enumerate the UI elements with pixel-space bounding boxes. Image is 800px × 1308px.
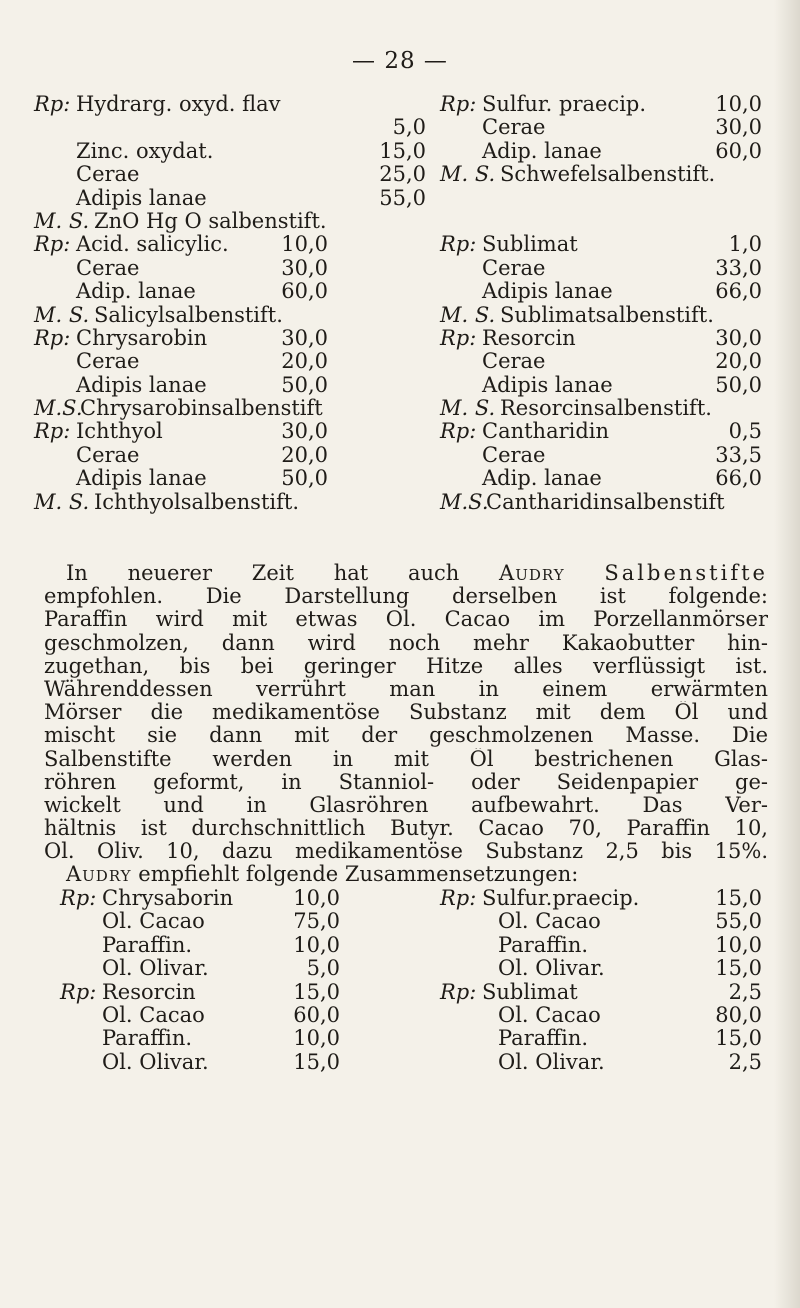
recipe-signature [440,304,770,327]
recipe-line [34,444,434,467]
rp-label: Rp: [34,92,71,116]
ms-text: ZnO Hg O salbenstift. [94,208,327,233]
ingredient-amount: 30,0 [715,115,762,140]
ingredient-name: Cerae [76,255,140,280]
recipe-line [440,981,770,1004]
spacer [440,210,770,233]
ingredient-amount: 66,0 [715,466,762,491]
ingredient-amount: 5,0 [306,956,340,981]
ingredient-amount: 50,0 [281,372,328,397]
ingredient-name: Hydrarg. oxyd. flav [76,92,281,116]
ms-text: Salicylsalbenstift. [94,302,283,327]
ingredient-name: Ol. Cacao [498,1002,601,1027]
ingredient-amount: 2,5 [728,979,762,1004]
ingredient-name: Ol. Olivar. [102,956,209,981]
right-column-recipes [440,93,770,514]
paragraph-line [44,863,768,886]
recipe-line [440,934,770,957]
ingredient-name: Paraffin. [498,932,589,957]
ingredient-name: Adipis lanae [76,466,207,491]
ingredient-amount: 30,0 [715,325,762,350]
recipe-line [440,327,770,350]
recipe-line [60,1004,420,1027]
ingredient-name: Cerae [482,349,546,374]
ingredient-name: Adip. lanae [482,138,602,163]
ingredient-name: Ol. Cacao [102,909,205,934]
ms-label: M. S. [34,302,90,327]
ingredient-name: Paraffin. [498,1026,589,1051]
ingredient-name: Sublimat [482,232,578,257]
ingredient-name: Cerae [76,162,140,187]
rp-label: Rp: [60,979,97,1004]
recipe-signature [34,491,434,514]
ms-text: Resorcinsalbenstift. [500,396,712,421]
recipe-line [440,957,770,980]
ingredient-name: Ol. Cacao [102,1002,205,1027]
recipe-line [440,233,770,256]
paragraph-line: wickelt und in Glasröhren aufbewahrt. Das Ver- [44,793,768,817]
ingredient-name: Adip. lanae [76,279,196,304]
ingredient-amount: 15,0 [293,979,340,1004]
ingredient-name: Chrysaborin [102,886,234,910]
ms-label: M. S. [440,162,496,187]
recipe-line [440,1004,770,1027]
recipe-line [34,257,434,280]
paragraph-text: empfiehlt folgende Zusammensetzungen: [138,863,579,886]
recipe-line [34,163,434,186]
author-name: Audry [66,863,132,886]
spacer [440,187,770,210]
ingredient-amount: 33,0 [715,255,762,280]
page-number: — 28 — [352,48,448,74]
ingredient-amount: 10,0 [715,932,762,957]
ms-text: Chrysarobinsalbenstift [80,396,323,421]
recipe-line [440,257,770,280]
ms-text: Cantharidinsalbenstift [486,489,725,514]
ms-text: Ichthyolsalbenstift. [94,489,299,514]
recipe-line [440,374,770,397]
ingredient-name: Cantharidin [482,419,610,444]
ingredient-name: Adip. lanae [482,466,602,491]
page-edge-shadow [774,0,800,1308]
ingredient-name: Cerae [482,115,546,140]
paragraph-line: röhren geformt, in Stanniol- oder Seidenpapier ge- [44,770,768,794]
ingredient-name: Paraffin. [102,1026,193,1051]
ingredient-amount: 5,0 [392,115,426,140]
recipe-line [34,187,434,210]
paragraph-line: mischt sie dann mit der geschmolzenen Masse. Die [44,724,768,748]
ingredient-amount: 55,0 [715,909,762,934]
recipe-signature [34,397,434,420]
recipe-line [60,1027,420,1050]
ingredient-amount: 15,0 [379,138,426,163]
paragraph-line: hältnis ist durchschnittlich Butyr. Cacao 70, Paraffin 10, [44,817,768,841]
body-paragraph-2 [44,863,768,886]
ingredient-amount: 60,0 [293,1002,340,1027]
recipe-signature [34,210,434,233]
ingredient-amount: 20,0 [715,349,762,374]
body-paragraph [44,562,768,863]
recipe-signature [440,163,770,186]
recipe-line [34,116,434,139]
rp-label: Rp: [440,419,477,444]
recipe-line [440,93,770,116]
rp-label: Rp: [440,979,477,1004]
ms-label: M. S. [34,208,90,233]
rp-label: Rp: [34,419,71,444]
recipe-line [440,140,770,163]
bottom-right-recipes [440,887,770,1074]
recipe-line [440,910,770,933]
ingredient-name: Adipis lanae [482,279,613,304]
ingredient-amount: 20,0 [281,442,328,467]
ingredient-amount: 2,5 [728,1049,762,1074]
ingredient-amount: 20,0 [281,349,328,374]
paragraph-line: Ol. Oliv. 10, dazu medikamentöse Substanz 2,5 bis 15%. [44,840,768,864]
recipe-line [440,280,770,303]
ingredient-amount: 1,0 [728,232,762,257]
ingredient-amount: 15,0 [715,956,762,981]
paragraph-line: zugethan, bis bei geringer Hitze alles verflüssigt ist. [44,654,768,678]
ms-label: M. S. [34,489,90,514]
ingredient-amount: 10,0 [293,886,340,910]
ingredient-name: Chrysarobin [76,325,208,350]
ingredient-amount: 30,0 [281,325,328,350]
recipe-line [440,350,770,373]
recipe-signature [440,491,770,514]
ingredient-amount: 66,0 [715,279,762,304]
ms-text: Sublimatsalbenstift. [500,302,714,327]
recipe-line [34,327,434,350]
recipe-line [34,350,434,373]
emphasized-term: Salbenstifte [604,562,768,585]
recipe-line [440,1051,770,1074]
ingredient-amount: 30,0 [281,419,328,444]
ingredient-name: Cerae [482,255,546,280]
ms-label: M.S. [440,489,489,514]
recipe-line [60,981,420,1004]
recipe-line [440,1027,770,1050]
left-column-recipes [34,93,434,514]
rp-label: Rp: [34,232,71,257]
ingredient-amount: 10,0 [281,232,328,257]
rp-label: Rp: [60,886,97,910]
recipe-line [34,420,434,443]
ingredient-name: Ol. Olivar. [498,956,605,981]
recipe-line [440,116,770,139]
paragraph-line: Währenddessen verrührt man in einem erwärmten [44,677,768,701]
ingredient-amount: 10,0 [293,932,340,957]
ingredient-name: Resorcin [102,979,196,1004]
ingredient-amount: 33,5 [715,442,762,467]
ms-label: M. S. [440,396,496,421]
paragraph-line: Mörser die medikamentöse Substanz mit dem Öl und [44,701,768,725]
ingredient-amount: 55,0 [379,185,426,210]
ingredient-amount: 75,0 [293,909,340,934]
ingredient-name: Cerae [76,442,140,467]
ingredient-name: Sublimat [482,979,578,1004]
recipe-line [34,280,434,303]
ingredient-name: Ol. Cacao [498,909,601,934]
recipe-line [34,93,434,116]
ingredient-amount: 60,0 [281,279,328,304]
ingredient-name: Cerae [482,442,546,467]
ingredient-amount: 30,0 [281,255,328,280]
ingredient-amount: 50,0 [715,372,762,397]
recipe-line [60,934,420,957]
recipe-line [440,887,770,910]
ingredient-name: Sulfur.praecip. [482,886,640,910]
ingredient-amount: 15,0 [715,886,762,910]
paragraph-line: geschmolzen, dann wird noch mehr Kakaobutter hin- [44,631,768,655]
recipe-line [440,444,770,467]
ms-label: M. S. [440,302,496,327]
paragraph-line [44,562,768,585]
ingredient-name: Ol. Olivar. [102,1049,209,1074]
ingredient-name: Resorcin [482,325,576,350]
recipe-line [34,467,434,490]
recipe-line [60,957,420,980]
ingredient-name: Paraffin. [102,932,193,957]
ingredient-name: Ol. Olivar. [498,1049,605,1074]
recipe-line [60,887,420,910]
recipe-signature [440,397,770,420]
ingredient-name: Cerae [76,349,140,374]
ingredient-amount: 10,0 [715,92,762,116]
rp-label: Rp: [440,92,477,116]
ingredient-amount: 80,0 [715,1002,762,1027]
ms-label: M.S. [34,396,83,421]
recipe-line [34,374,434,397]
author-name: Audry [499,562,565,585]
ingredient-amount: 15,0 [293,1049,340,1074]
paragraph-line: Salbenstifte werden in mit Öl bestrichenen Glas- [44,747,768,771]
recipe-line [60,910,420,933]
recipe-line [34,233,434,256]
ingredient-amount: 15,0 [715,1026,762,1051]
rp-label: Rp: [440,886,477,910]
ms-text: Schwefelsalbenstift. [500,162,716,187]
ingredient-amount: 25,0 [379,162,426,187]
recipe-line [60,1051,420,1074]
ingredient-amount: 10,0 [293,1026,340,1051]
bottom-left-recipes [60,887,420,1074]
paragraph-line: Paraffin wird mit etwas Ol. Cacao im Porzellanmörser [44,608,768,632]
recipe-line [440,420,770,443]
paragraph-text: In neuerer Zeit hat auch [66,562,460,585]
ingredient-name: Sulfur. praecip. [482,92,647,116]
rp-label: Rp: [34,325,71,350]
ingredient-name: Zinc. oxydat. [76,138,214,163]
paragraph-line: empfohlen. Die Darstellung derselben ist folgende: [44,585,768,609]
recipe-line [34,140,434,163]
rp-label: Rp: [440,325,477,350]
ingredient-name: Acid. salicylic. [76,232,229,257]
rp-label: Rp: [440,232,477,257]
recipe-signature [34,304,434,327]
ingredient-name: Adipis lanae [76,372,207,397]
ingredient-name: Adipis lanae [76,185,207,210]
ingredient-amount: 50,0 [281,466,328,491]
ingredient-amount: 60,0 [715,138,762,163]
ingredient-amount: 0,5 [728,419,762,444]
ingredient-name: Adipis lanae [482,372,613,397]
ingredient-name: Ichthyol [76,419,163,444]
recipe-line [440,467,770,490]
